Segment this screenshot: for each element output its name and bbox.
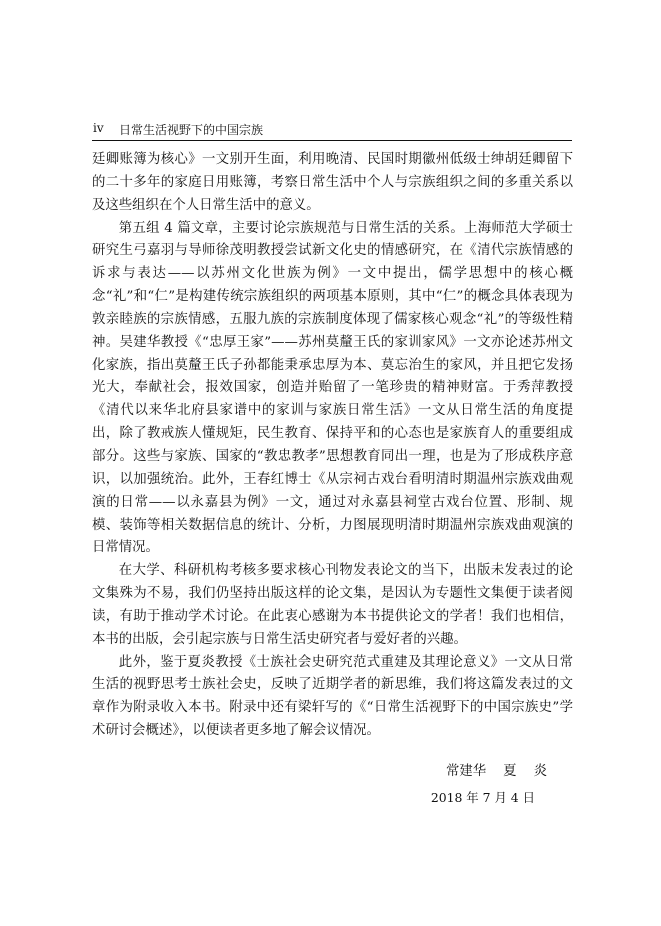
paragraph-publication-note: 在大学、科研机构考核多要求核心刊物发表论文的当下，出版未发表过的论文集殊为不易，我们仍坚持出版这样的论文集，是因认为专题性文集便于读者阅读，有助于推动学术讨论。在此衷心感谢为本书提供论文的学者！我们也相信，本书的出版，会引起宗族与日常生活史研究者与爱好者的兴趣。	[92, 563, 573, 647]
running-header	[92, 120, 572, 141]
book-title: 日常生活视野下的中国宗族	[119, 123, 264, 137]
paragraph-continued: 廷卿账簿为核心》一文别开生面，利用晚清、民国时期徽州低级士绅胡廷卿留下的二十多年的家庭日用账簿，考察日常生活中个人与宗族组织之间的多重关系以及这些组织在个人日常生活中的意义。	[92, 152, 573, 213]
page-number: iv	[93, 121, 104, 135]
signature-date: 2018 年 7 月 4 日	[430, 790, 535, 805]
paragraph-group-five: 第五组 4 篇文章，主要讨论宗族规范与日常生活的关系。上海师范大学硕士研究生弓嘉羽与导师徐茂明教授尝试新文化史的情感研究，在《清代宗族情感的诉求与表达——以苏州文化世族为例》一文中提出，儒学思想中的核心概念“礼”和“仁”是构建传统宗族组织的两项基本原则，其中“仁”的概念具体表现为敦亲睦族的宗族情感，五服九族的宗族制度体现了儒家核心观念“礼”的等级性精神。吴建华教授《“忠厚王家”——苏州莫釐王氏的家训家风》一文亦论述苏州文化家族，指出莫釐王氏子孙都能秉承忠厚为本、莫忘治生的家风，并且把它发扬光大，奉献社会，报效国家，创造并贻留了一笔珍贵的精神财富。于秀萍教授《清代以来华北府县家谱中的家训与家族日常生活》一文从日常生活的角度提出，除了教戒族人懂规矩，民生教育、保持平和的心态也是家族育人的重要组成部分。这些与家族、国家的“教忠教孝”思想教育同出一理，也是为了形成秩序意识，以加强统治。此外，王春红博士《从宗祠古戏台看明清时期温州宗族戏曲观演的日常——以永嘉县为例》一文，通过对永嘉县祠堂古戏台位置、形制、规模、装饰等相关数据信息的统计、分析，力图展现明清时期温州宗族戏曲观演的日常情况。	[92, 220, 573, 556]
author-signature: 常建华 夏 炎	[445, 764, 547, 779]
body-text	[92, 149, 573, 743]
paragraph-appendix-note: 此外，鉴于夏炎教授《士族社会史研究范式重建及其理论意义》一文从日常生活的视野思考士族社会史，反映了近期学者的新思维，我们将这篇发表过的文章作为附录收入本书。附录中还有梁轩写的《“日常生活视野下的中国宗族史”学术研讨会概述》，以便读者更多地了解会议情况。	[92, 654, 573, 739]
